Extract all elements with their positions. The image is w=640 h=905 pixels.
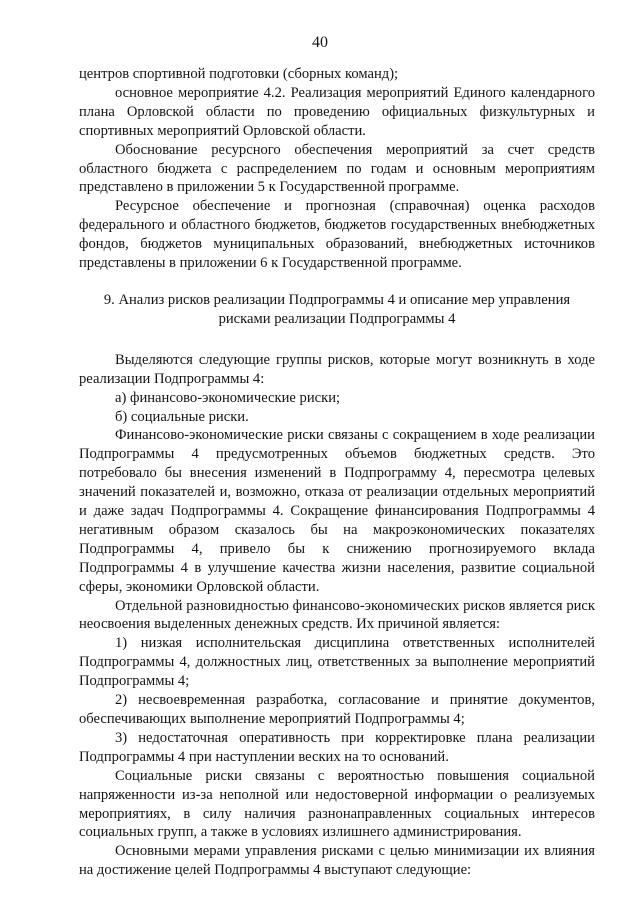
paragraph-continuation: центров спортивной подготовки (сборных команд); — [79, 66, 399, 82]
page-content — [79, 65, 595, 880]
list-item-risk-group: а) финансово-экономические риски; — [115, 389, 341, 406]
section-heading — [79, 291, 595, 329]
paragraph-risk-measures: Основными мерами управления рисками с целью минимизации их влияния на достижение целей Подпрограммы 4 выступают следующие: — [79, 843, 595, 879]
list-item-cause: 1) низкая исполнительская дисциплина ответственных исполнителей Подпрограммы 4, должностных лиц, ответственных за выполнение мероприятий Подпрограммы 4; — [79, 635, 595, 690]
paragraph-resource-justification: Обоснование ресурсного обеспечения мероприятий за счет средств областного бюджета с распределением по годам и основным мероприятиям представлено в приложении 5 к Государственной программе. — [79, 141, 595, 196]
paragraph-social-risks: Социальные риски связаны с вероятностью повышения социальной напряженности из-за неполной или недостоверной информации о реализуемых мероприятиях, в силу наличия разнонаправленных социальных интересов социальных групп, а также в условиях излишнего администрирования. — [79, 767, 595, 841]
list-item-cause: 2) несвоевременная разработка, согласование и принятие документов, обеспечивающих выполнение мероприятий Подпрограммы 4; — [79, 692, 595, 727]
list-item-cause: 3) недостаточная оперативность при корректировке плана реализации Подпрограммы 4 при наступлении веских на то оснований. — [79, 729, 595, 765]
paragraph-nonuse-risk: Отдельной разновидностью финансово-экономических рисков является риск неосвоения выделенных денежных средств. Их причиной является: — [79, 597, 595, 633]
section-heading-line-1: 9. Анализ рисков реализации Подпрограммы 4 и описание мер управления — [103, 291, 571, 308]
paragraph-risk-intro: Выделяются следующие группы рисков, которые могут возникнуть в ходе реализации Подпрограммы 4: — [79, 351, 595, 387]
section-heading-line-2: рисками реализации Подпрограммы 4 — [218, 310, 456, 327]
paragraph-resource-forecast: Ресурсное обеспечение и прогнозная (справочная) оценка расходов федерального и областного бюджетов, бюджетов государственных внебюджетных фондов, бюджетов муниципальных образований, внебюджетных источников представлены в приложении 6 к Государственной программе. — [79, 198, 595, 272]
paragraph-event-4-2: основное мероприятие 4.2. Реализация мероприятий Единого календарного плана Орловской области по проведению официальных физкультурных и спортивных мероприятий Орловской области. — [79, 84, 595, 139]
list-item-risk-group: б) социальные риски. — [115, 408, 249, 425]
paragraph-financial-risks: Финансово-экономические риски связаны с сокращением в ходе реализации Подпрограммы 4 предусмотренных объемов бюджетных средств. Это потребовало бы внесения изменений в Подпрограмму 4, пересмотра целевых значений показателей и, возможно, отказа от реализации отдельных мероприятий и даже задач Подпрограммы 4. Сокращение финансирования Подпрограммы 4 негативным образом сказалось бы на макроэкономических показателях Подпрограммы 4, привело бы к снижению прогнозируемого вклада Подпрограммы 4 в улучшение качества жизни населения, развитие социальной сферы, экономики Орловской области. — [79, 427, 595, 595]
page-number: 40 — [312, 34, 328, 51]
